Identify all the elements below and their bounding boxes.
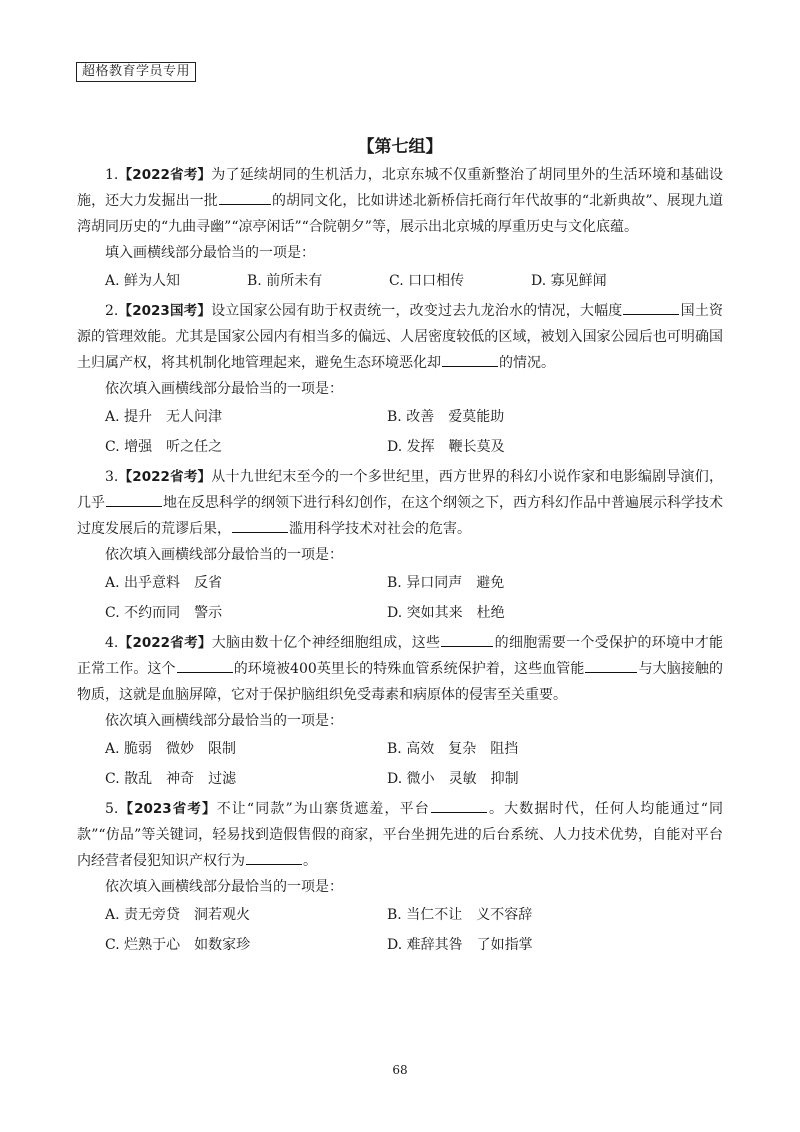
student-only-stamp: 超格教育学员专用 <box>76 62 196 82</box>
exam-source-tag: 【2023省考】 <box>118 801 217 817</box>
answer-blank <box>106 505 162 507</box>
option-a[interactable]: A. 责无旁贷 洞若观火 <box>105 907 251 923</box>
page-number: 68 <box>392 1063 408 1077</box>
option-a[interactable]: A. 出乎意料 反省 <box>105 575 223 591</box>
option-a[interactable]: A. 脆弱 微妙 限制 <box>105 741 237 757</box>
question-2 <box>77 298 723 462</box>
exam-source-tag: 【2022省考】 <box>118 635 212 651</box>
option-d[interactable]: D. 微小 灵敏 抑制 <box>387 771 519 787</box>
option-a[interactable]: A. 鲜为人知 <box>105 273 181 289</box>
question-2-prompt: 依次填入画横线部分最恰当的一项是： <box>105 381 343 397</box>
answer-blank <box>219 203 271 205</box>
exam-source-tag: 【2022省考】 <box>118 469 212 485</box>
exam-source-tag: 【2023国考】 <box>118 303 212 319</box>
option-d[interactable]: D. 寡见鲜闻 <box>531 273 607 289</box>
question-5 <box>77 796 723 960</box>
question-3-stem: 3.【2022省考】从十九世纪末至今的一个多世纪里，西方世界的科幻小说作家和电影编剧导演们，几乎 地在反思科学的纲领下进行科幻创作，在这个纲领之下，西方科幻作品中普遍展示科学技术过度发展后的荒谬后果， 滥用科学技术对社会的危害。 <box>77 469 723 537</box>
exam-source-tag: 【2022省考】 <box>118 167 212 183</box>
question-5-options-row-1 <box>77 900 723 930</box>
question-1-options <box>77 266 723 296</box>
option-b[interactable]: B. 异口同声 避免 <box>387 575 505 591</box>
question-3-options-row-1 <box>77 568 723 598</box>
question-2-options-row-1 <box>77 402 723 432</box>
answer-blank <box>177 671 233 673</box>
question-list <box>77 162 723 962</box>
option-c[interactable]: C. 散乱 神奇 过滤 <box>105 771 237 787</box>
question-4 <box>77 630 723 794</box>
option-a[interactable]: A. 提升 无人问津 <box>105 409 223 425</box>
question-number: 4. <box>105 635 119 651</box>
question-number: 1. <box>105 167 119 183</box>
option-b[interactable]: B. 改善 爱莫能助 <box>387 409 505 425</box>
question-3-prompt: 依次填入画横线部分最恰当的一项是： <box>105 547 343 563</box>
option-c[interactable]: C. 口口相传 <box>389 273 465 289</box>
question-number: 3. <box>105 469 119 485</box>
question-4-stem: 4.【2022省考】大脑由数十亿个神经细胞组成，这些 的细胞需要一个受保护的环境中才能正常工作。这个 的环境被400英里长的特殊血管系统保护着，这些血管能 与大脑接触的物质，这就是血脑屏障，它对于保护脑组织免受毒素和病原体的侵害至关重要。 <box>77 635 724 703</box>
question-5-stem: 5.【2023省考】不让“同款”为山寨货遮羞，平台 。大数据时代，任何人均能通过“同款”“仿品”等关键词，轻易找到造假售假的商家，平台坐拥先进的后台系统、人力技术优势，自能对平台内经营者侵犯知识产权行为 。 <box>77 801 723 869</box>
option-b[interactable]: B. 前所未有 <box>247 273 323 289</box>
question-4-prompt: 依次填入画横线部分最恰当的一项是： <box>105 713 343 729</box>
group-title: 【第七组】 <box>357 137 443 157</box>
answer-blank <box>441 645 493 647</box>
question-1-prompt: 填入画横线部分最恰当的一项是： <box>105 245 315 261</box>
option-c[interactable]: C. 烂熟于心 如数家珍 <box>105 937 251 953</box>
answer-blank <box>585 671 637 673</box>
option-b[interactable]: B. 高效 复杂 阻挡 <box>387 741 519 757</box>
answer-blank <box>431 811 487 813</box>
answer-blank <box>442 365 498 367</box>
question-2-stem: 2.【2023国考】设立国家公园有助于权责统一，改变过去九龙治水的情况，大幅度 国土资源的管理效能。尤其是国家公园内有相当多的偏远、人居密度较低的区域，被划入国家公园后也可明确国土归属产权，将其机制化地管理起来，避免生态环境恶化却 的情况。 <box>77 303 724 371</box>
question-1 <box>77 162 723 296</box>
answer-blank <box>246 863 302 865</box>
question-4-options-row-1 <box>77 734 723 764</box>
option-d[interactable]: D. 突如其来 杜绝 <box>387 605 505 621</box>
answer-blank <box>232 531 288 533</box>
question-number: 2. <box>105 303 119 319</box>
question-3-options-row-2 <box>77 598 723 628</box>
question-4-options-row-2 <box>77 764 723 794</box>
question-2-options-row-2 <box>77 432 723 462</box>
question-5-options-row-2 <box>77 930 723 960</box>
option-b[interactable]: B. 当仁不让 义不容辞 <box>387 907 533 923</box>
option-d[interactable]: D. 难辞其咎 了如指掌 <box>387 937 533 953</box>
option-c[interactable]: C. 不约而同 警示 <box>105 605 223 621</box>
question-5-prompt: 依次填入画横线部分最恰当的一项是： <box>105 879 343 895</box>
question-number: 5. <box>105 801 119 817</box>
option-d[interactable]: D. 发挥 鞭长莫及 <box>387 439 505 455</box>
question-1-stem: 1.【2022省考】为了延续胡同的生机活力，北京东城不仅重新整治了胡同里外的生活环境和基础设施，还大力发掘出一批 的胡同文化，比如讲述北新桥信托商行年代故事的“北新典故”、展现九道湾胡同历史的“九曲寻幽”“凉亭闲话”“合院朝夕”等，展示出北京城的厚重历史与文化底蕴。 <box>77 167 723 235</box>
question-3 <box>77 464 723 628</box>
option-c[interactable]: C. 增强 听之任之 <box>105 439 223 455</box>
answer-blank <box>623 313 679 315</box>
